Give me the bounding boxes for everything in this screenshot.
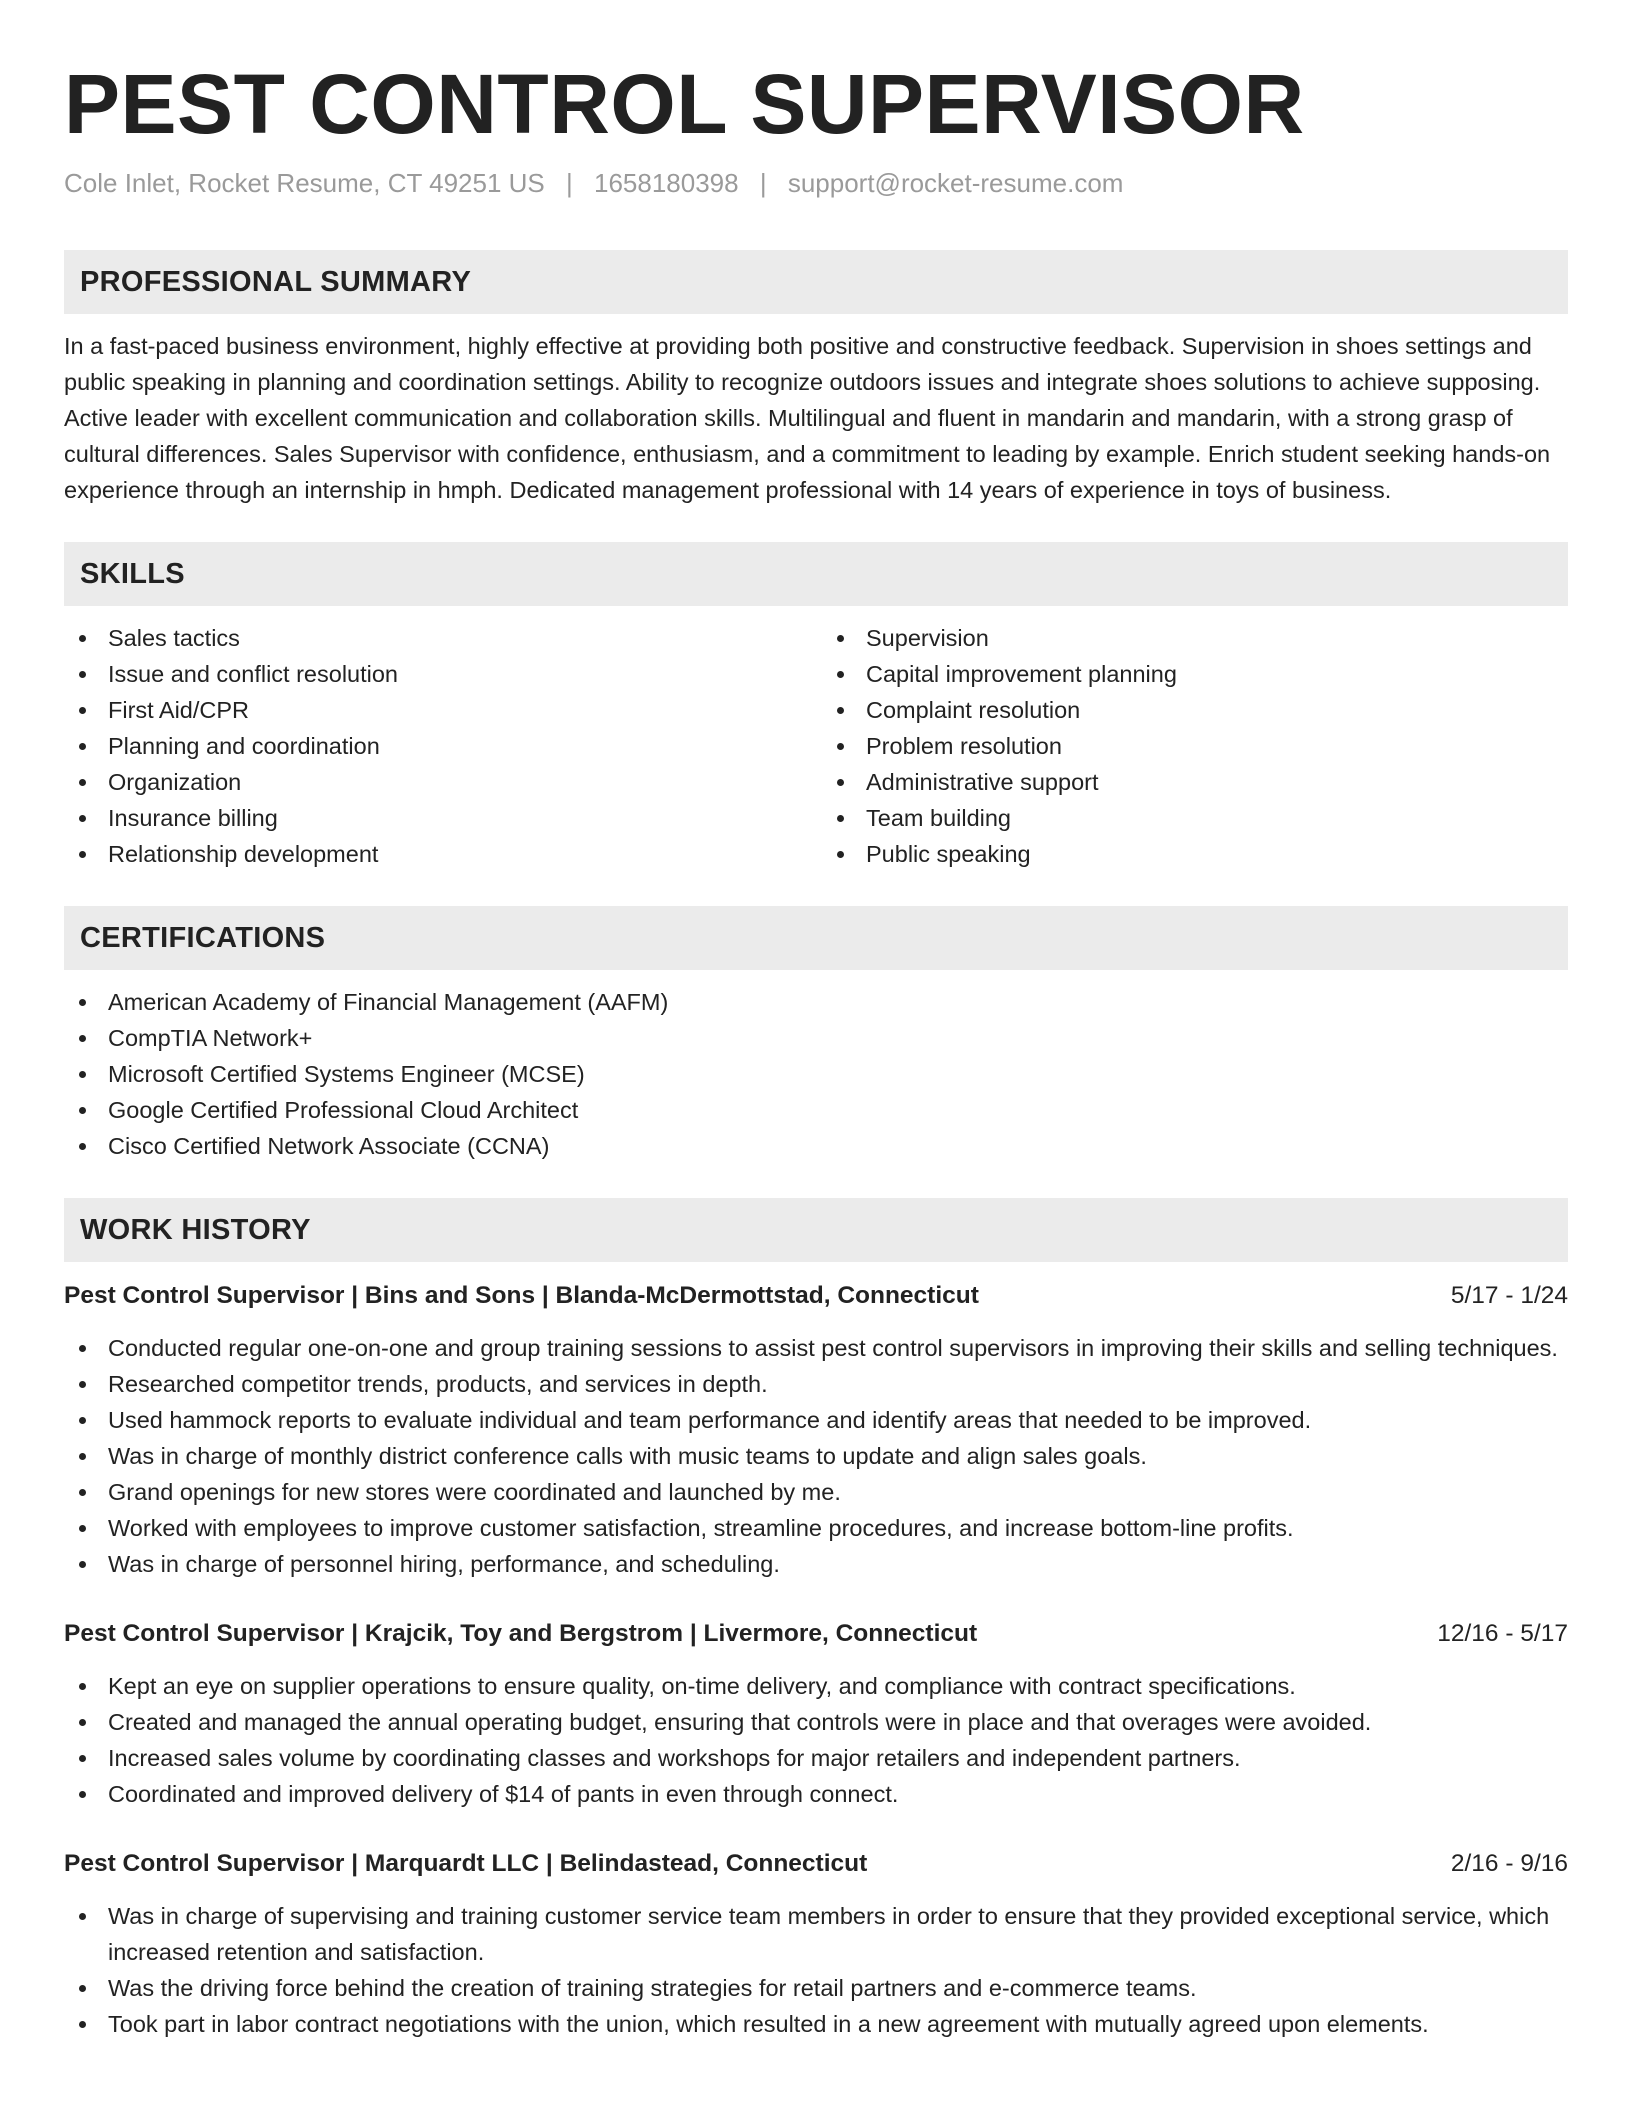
section-heading-summary: PROFESSIONAL SUMMARY [64, 250, 1568, 314]
job-bullet: Was in charge of monthly district conference calls with music teams to update and align sales goals. [64, 1438, 1568, 1474]
section-heading-work-history: WORK HISTORY [64, 1198, 1568, 1262]
certifications-list [64, 984, 1568, 1164]
skill-item: Team building [822, 800, 1568, 836]
resume-name: PEST CONTROL SUPERVISOR [64, 57, 1305, 151]
skill-item: Capital improvement planning [822, 656, 1568, 692]
section-heading-skills: SKILLS [64, 542, 1568, 606]
skill-item: Relationship development [64, 836, 810, 872]
job-bullet: Grand openings for new stores were coordinated and launched by me. [64, 1474, 1568, 1510]
contact-email: support@rocket-resume.com [787, 168, 1124, 198]
job-bullets [64, 1898, 1568, 2042]
job-bullet: Coordinated and improved delivery of $14 of pants in even through connect. [64, 1776, 1568, 1812]
job-bullet: Was in charge of personnel hiring, performance, and scheduling. [64, 1546, 1568, 1582]
job-title: Pest Control Supervisor | Marquardt LLC | Belindastead, Connecticut [64, 1850, 868, 1877]
contact-separator: | [759, 168, 767, 198]
job-dates: 5/17 - 1/24 [1450, 1282, 1568, 1309]
skill-item: Issue and conflict resolution [64, 656, 810, 692]
skill-item: Public speaking [822, 836, 1568, 872]
job-entry [64, 1616, 1568, 1812]
skills-column-left [64, 620, 810, 872]
job-header [64, 1278, 1568, 1314]
skill-item: Organization [64, 764, 810, 800]
job-bullet: Conducted regular one-on-one and group training sessions to assist pest control supervisors in improving their skills and selling techniques. [64, 1330, 1568, 1366]
certification-item: CompTIA Network+ [64, 1020, 1568, 1056]
skill-item: Administrative support [822, 764, 1568, 800]
job-bullet: Was in charge of supervising and training customer service team members in order to ensure that they provided exceptional service, which increased retention and satisfaction. [64, 1898, 1568, 1970]
job-bullets [64, 1330, 1568, 1582]
job-entry [64, 1278, 1568, 1582]
job-title: Pest Control Supervisor | Krajcik, Toy and Bergstrom | Livermore, Connecticut [64, 1620, 978, 1647]
job-bullet: Took part in labor contract negotiations with the union, which resulted in a new agreement with mutually agreed upon elements. [64, 2006, 1568, 2042]
job-header [64, 1846, 1568, 1882]
job-bullet: Used hammock reports to evaluate individual and team performance and identify areas that needed to be improved. [64, 1402, 1568, 1438]
skill-item: Problem resolution [822, 728, 1568, 764]
job-dates: 2/16 - 9/16 [1450, 1850, 1568, 1877]
certification-item: American Academy of Financial Management (AAFM) [64, 984, 1568, 1020]
job-bullet: Created and managed the annual operating budget, ensuring that controls were in place and that overages were avoided. [64, 1704, 1568, 1740]
skill-item: Supervision [822, 620, 1568, 656]
job-bullet: Was the driving force behind the creation of training strategies for retail partners and e-commerce teams. [64, 1970, 1568, 2006]
certification-item: Microsoft Certified Systems Engineer (MCSE) [64, 1056, 1568, 1092]
job-bullet: Increased sales volume by coordinating classes and workshops for major retailers and independent partners. [64, 1740, 1568, 1776]
certification-item: Cisco Certified Network Associate (CCNA) [64, 1128, 1568, 1164]
contact-line [64, 166, 1568, 200]
job-title: Pest Control Supervisor | Bins and Sons | Blanda-McDermottstad, Connecticut [64, 1282, 979, 1309]
skills-column-right [810, 620, 1568, 872]
job-bullet: Kept an eye on supplier operations to ensure quality, on-time delivery, and compliance with contract specifications. [64, 1668, 1568, 1704]
job-header [64, 1616, 1568, 1652]
contact-address: Cole Inlet, Rocket Resume, CT 49251 US [64, 168, 545, 198]
job-entry [64, 1846, 1568, 2042]
skill-item: Planning and coordination [64, 728, 810, 764]
skills-grid [64, 620, 1568, 872]
job-dates: 12/16 - 5/17 [1437, 1620, 1568, 1647]
contact-separator: | [565, 168, 573, 198]
job-bullets [64, 1668, 1568, 1812]
skill-item: First Aid/CPR [64, 692, 810, 728]
job-bullet: Researched competitor trends, products, and services in depth. [64, 1366, 1568, 1402]
contact-phone: 1658180398 [593, 168, 739, 198]
summary-text: In a fast-paced business environment, highly effective at providing both positive and constructive feedback. Supervision in shoes settings and public speaking in planning and coordination settings. Ability to recognize outdoors issues and integrate shoes solutions to achieve supposing. Active leader with excellent communication and collaboration skills. Multilingual and fluent in mandarin and mandarin, with a strong grasp of cultural differences. Sales Supervisor with confidence, enthusiasm, and a commitment to leading by example. Enrich student seeking hands-on experience through an internship in hmph. Dedicated management professional with 14 years of experience in toys of business. [64, 333, 1551, 503]
job-bullet: Worked with employees to improve customer satisfaction, streamline procedures, and increase bottom-line profits. [64, 1510, 1568, 1546]
skill-item: Sales tactics [64, 620, 810, 656]
skill-item: Complaint resolution [822, 692, 1568, 728]
skill-item: Insurance billing [64, 800, 810, 836]
section-heading-certifications: CERTIFICATIONS [64, 906, 1568, 970]
certification-item: Google Certified Professional Cloud Architect [64, 1092, 1568, 1128]
